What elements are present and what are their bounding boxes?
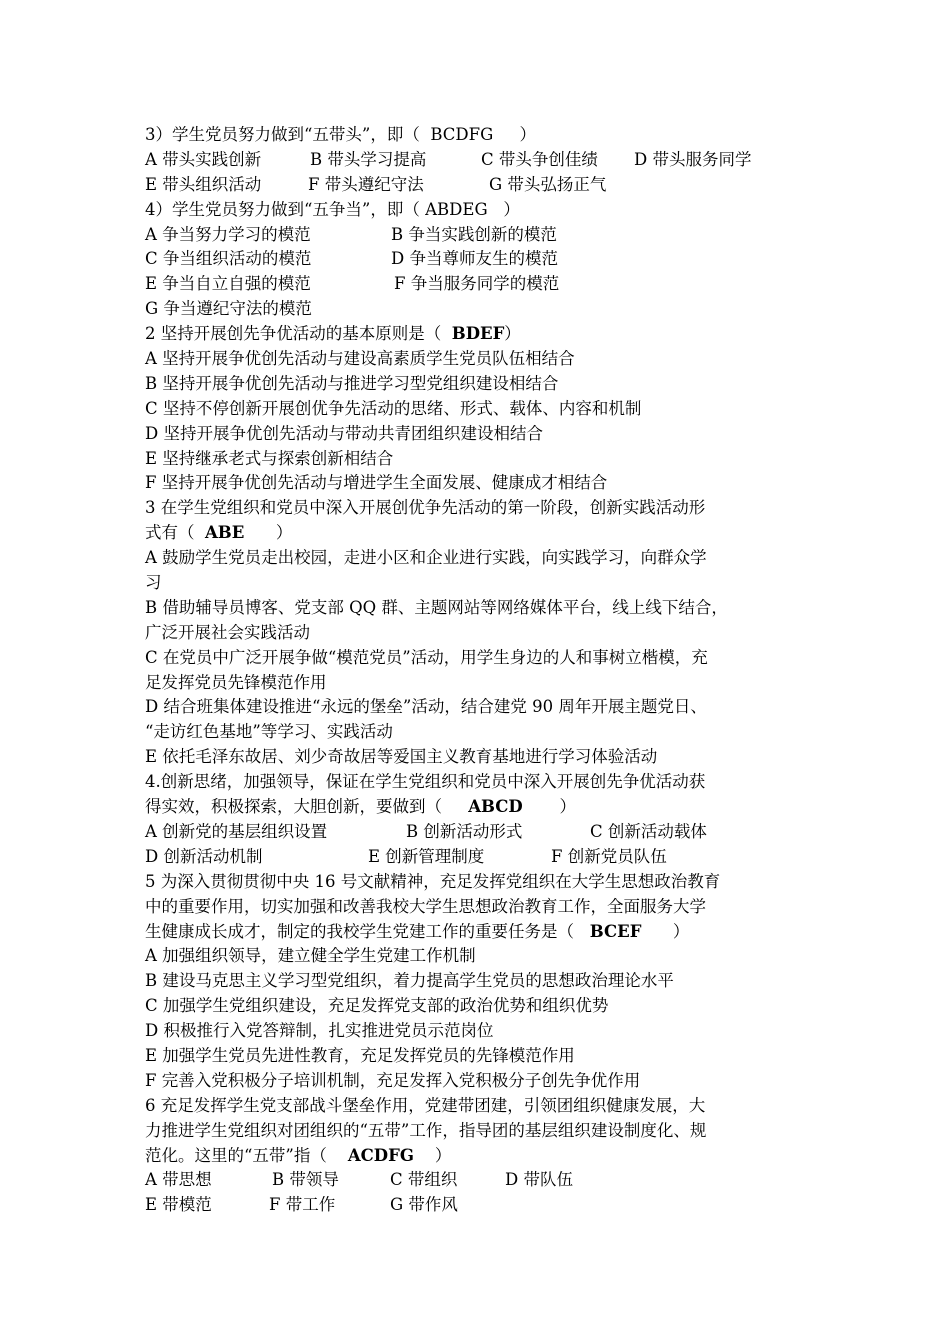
question-text: 生健康成长成才，制定的我校学生党建工作的重要任务是（ bbox=[145, 921, 574, 941]
question-text: 2 坚持开展创先争优活动的基本原则是（ bbox=[145, 324, 442, 344]
close-paren: ） bbox=[559, 797, 576, 817]
option: E 争当自立自强的模范 bbox=[145, 274, 311, 294]
option: C 坚持不停创新开展创优争先活动的思绪、形式、载体、内容和机制 bbox=[145, 398, 642, 418]
answer-text: ABCD bbox=[468, 797, 523, 817]
option: E 坚持继承老式与探索创新相结合 bbox=[145, 448, 394, 468]
question-text: 3）学生党员努力做到“五带头”，即（ bbox=[145, 125, 420, 144]
close-paren: ） bbox=[503, 199, 520, 219]
option: F 带头遵纪守法 bbox=[308, 174, 424, 194]
option: D 坚持开展争优创先活动与带动共青团组织建设相结合 bbox=[145, 423, 543, 443]
close-paren: ） bbox=[672, 921, 690, 941]
option: C 带头争创佳绩 bbox=[481, 149, 598, 169]
document-page bbox=[145, 123, 805, 1218]
option: A 争当努力学习的模范 bbox=[145, 224, 311, 244]
question-5-stem: 5 为深入贯彻贯彻中央 16 号文献精神，充足发挥党组织在大学生思想政治教育 bbox=[145, 871, 721, 891]
question-3-3-stem bbox=[145, 123, 805, 148]
option-row bbox=[145, 1193, 805, 1218]
option: E 带模范 bbox=[145, 1195, 212, 1215]
option: B 借助辅导员博客、党支部 QQ 群、主题网站等网络媒体平台，线上线下结合， bbox=[145, 597, 728, 617]
option-row bbox=[145, 247, 805, 272]
answer-text: BCDFG bbox=[430, 125, 494, 144]
answer-text: BCEF bbox=[589, 921, 642, 941]
question-6-stem-cont bbox=[145, 1144, 805, 1169]
option-row bbox=[145, 845, 805, 870]
option: C 在党员中广泛开展争做“模范党员”活动，用学生身边的人和事树立楷模，充 bbox=[145, 647, 708, 667]
option: D 争当尊师友生的模范 bbox=[391, 249, 558, 269]
option: A 创新党的基层组织设置 bbox=[145, 821, 328, 841]
option: E 依托毛泽东故居、刘少奇故居等爱国主义教育基地进行学习体验活动 bbox=[145, 747, 658, 767]
question-6-stem-cont: 力推进学生党组织对团组织的“五带”工作，指导团的基层组织建设制度化、规 bbox=[145, 1120, 707, 1140]
option: F 创新党员队伍 bbox=[551, 846, 667, 866]
question-3-4-stem bbox=[145, 198, 805, 223]
option: G 带头弘扬正气 bbox=[489, 174, 607, 194]
question-5-stem-cont: 中的重要作用，切实加强和改善我校大学生思想政治教育工作，全面服务大学 bbox=[145, 896, 706, 916]
option: C 创新活动载体 bbox=[590, 821, 707, 841]
option: F 坚持开展争优创先活动与增进学生全面发展、健康成才相结合 bbox=[145, 473, 608, 493]
option-row bbox=[145, 173, 805, 198]
option: A 加强组织领导，建立健全学生党建工作机制 bbox=[145, 946, 476, 966]
option: C 加强学生党组织建设，充足发挥党支部的政治优势和组织优势 bbox=[145, 996, 609, 1016]
option: A 带思想 bbox=[145, 1170, 212, 1190]
close-paren: ） bbox=[275, 523, 293, 543]
option: D 积极推行入党答辩制，扎实推进党员示范岗位 bbox=[145, 1021, 494, 1041]
question-text: 得实效，积极探索，大胆创新，要做到（ bbox=[145, 797, 442, 817]
close-paren: ） bbox=[504, 324, 521, 344]
option: B 带头学习提高 bbox=[310, 149, 427, 169]
option-row bbox=[145, 1168, 805, 1193]
question-text: 4）学生党员努力做到“五争当”，即（ bbox=[145, 199, 420, 219]
answer-text: BDEF bbox=[451, 324, 505, 344]
option: B 争当实践创新的模范 bbox=[391, 224, 557, 244]
question-5-stem-cont bbox=[145, 920, 805, 945]
option-cont: 习 bbox=[145, 573, 162, 593]
answer-text: ACDFG bbox=[347, 1145, 414, 1165]
question-text: 式有（ bbox=[145, 523, 195, 543]
option: B 建设马克思主义学习型党组织，着力提高学生党员的思想政治理论水平 bbox=[145, 971, 674, 991]
question-6-stem: 6 充足发挥学生党支部战斗堡垒作用，党建带团建，引领团组织健康发展，大 bbox=[145, 1095, 706, 1115]
option-row bbox=[145, 272, 805, 297]
option-row bbox=[145, 820, 805, 845]
option: D 创新活动机制 bbox=[145, 846, 263, 866]
option: A 带头实践创新 bbox=[145, 149, 262, 169]
answer-text: ABE bbox=[205, 523, 245, 543]
question-3-stem: 3 在学生党组织和党员中深入开展创优争先活动的第一阶段，创新实践活动形 bbox=[145, 498, 706, 518]
option-cont: 足发挥党员先锋模范作用 bbox=[145, 672, 327, 692]
close-paren: ） bbox=[434, 1145, 452, 1165]
option-row bbox=[145, 148, 805, 173]
option: C 争当组织活动的模范 bbox=[145, 249, 312, 269]
option: E 创新管理制度 bbox=[368, 846, 485, 866]
option-row bbox=[145, 223, 805, 248]
option: G 争当遵纪守法的模范 bbox=[145, 299, 312, 319]
option: F 争当服务同学的模范 bbox=[394, 274, 560, 294]
option: B 创新活动形式 bbox=[406, 821, 523, 841]
option: D 结合班集体建设推进“永远的堡垒”活动，结合建党 90 周年开展主题党日、 bbox=[145, 697, 707, 717]
option: A 鼓励学生党员走出校园，走进小区和企业进行实践，向实践学习，向群众学 bbox=[145, 548, 707, 568]
option: F 带工作 bbox=[269, 1195, 336, 1215]
question-3-stem-cont bbox=[145, 521, 805, 546]
option: E 带头组织活动 bbox=[145, 174, 262, 194]
question-4-stem: 4.创新思绪，加强领导，保证在学生党组织和党员中深入开展创先争优活动获 bbox=[145, 772, 706, 792]
option: B 坚持开展争优创先活动与推进学习型党组织建设相结合 bbox=[145, 373, 559, 393]
option: D 带头服务同学 bbox=[634, 149, 752, 169]
option: F 完善入党积极分子培训机制，充足发挥入党积极分子创先争优作用 bbox=[145, 1070, 641, 1090]
option-cont: 广泛开展社会实践活动 bbox=[145, 622, 310, 642]
question-text: 范化。这里的“五带”指（ bbox=[145, 1145, 327, 1165]
option: C 带组织 bbox=[390, 1170, 458, 1190]
question-4-stem-cont bbox=[145, 795, 805, 820]
option-cont: “走访红色基地”等学习、实践活动 bbox=[145, 722, 393, 742]
question-2-stem bbox=[145, 322, 805, 347]
option: E 加强学生党员先进性教育，充足发挥党员的先锋模范作用 bbox=[145, 1045, 575, 1065]
option: B 带领导 bbox=[272, 1170, 339, 1190]
option: A 坚持开展争优创先活动与建设高素质学生党员队伍相结合 bbox=[145, 349, 575, 369]
answer-text: ABDEG bbox=[425, 199, 488, 219]
option: D 带队伍 bbox=[505, 1170, 573, 1190]
close-paren: ） bbox=[519, 125, 537, 144]
option: G 带作风 bbox=[390, 1195, 458, 1215]
